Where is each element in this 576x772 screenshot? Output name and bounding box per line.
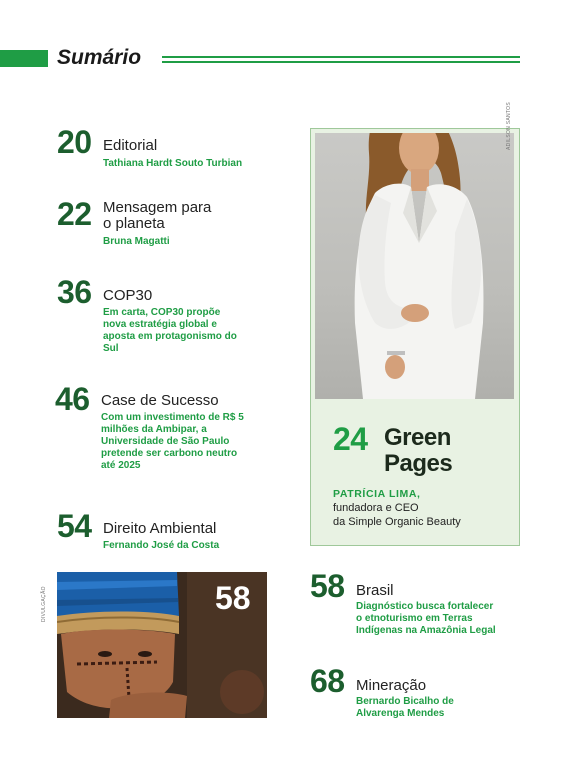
page-number: 46 <box>55 381 90 417</box>
header-rule-top <box>162 56 520 58</box>
toc-entry-mensagem[interactable] <box>57 196 297 252</box>
feature-person-role-line2: da Simple Organic Beauty <box>333 516 461 528</box>
feature-person-name: PATRÍCIA LIMA, <box>333 488 421 500</box>
photo2-credit: DIVULGAÇÃO <box>41 586 47 622</box>
toc-entry-direito-ambiental[interactable] <box>57 510 297 556</box>
header-rule-bottom <box>162 61 520 63</box>
page-title: Sumário <box>57 46 142 69</box>
section-description: Bruna Magatti <box>103 236 170 247</box>
feature-photo <box>315 133 514 399</box>
feature-person-role-line1: fundadora e CEO <box>333 502 419 514</box>
page-number: 58 <box>310 568 345 604</box>
section-description: Em carta, COP30 propõe nova estratégia global e aposta em protagonismo do Sul <box>103 307 237 354</box>
feature-title-line1: Green <box>384 424 451 451</box>
toc-entry-editorial[interactable] <box>57 126 297 174</box>
toc-entry-cop30[interactable] <box>57 276 297 356</box>
section-description: Com um investimento de R$ 5 milhões da Ambipar, a Universidade de São Paulo pretende ser carbono neutro até 2025 <box>101 412 244 471</box>
section-description: Fernando José da Costa <box>103 540 220 551</box>
section-title: Case de Sucesso <box>101 392 219 409</box>
indigenous-photo[interactable] <box>57 572 267 718</box>
feature-photo-credit: ADILSON SANTOS <box>506 101 512 150</box>
woman-portrait-illustration <box>315 133 514 399</box>
header-accent-bar <box>0 50 48 67</box>
feature-page-number: 24 <box>333 421 368 457</box>
page-number: 20 <box>57 124 92 160</box>
page-number: 22 <box>57 196 92 232</box>
toc-entry-case-de-sucesso[interactable] <box>55 383 295 483</box>
page-number: 36 <box>57 274 92 310</box>
section-description: Tathiana Hardt Souto Turbian <box>103 158 243 169</box>
section-title: Brasil <box>356 582 394 599</box>
section-title: Mineração <box>356 677 427 694</box>
toc-entry-mineracao[interactable] <box>310 665 530 725</box>
page-number: 68 <box>310 663 345 699</box>
section-title: Direito Ambiental <box>103 520 217 537</box>
section-description: Bernardo Bicalho de Alvarenga Mendes <box>356 696 454 719</box>
section-title: Mensagem para o planeta <box>103 199 212 232</box>
feature-panel-green-pages[interactable] <box>310 128 520 546</box>
section-title: COP30 <box>103 287 153 304</box>
page-number: 54 <box>57 508 92 544</box>
section-description: Diagnóstico busca fortalecer o etnoturismo em Terras Indígenas na Amazônia Legal <box>356 601 496 636</box>
toc-entry-brasil[interactable] <box>310 570 530 650</box>
photo2-badge-number: 58 <box>215 580 251 616</box>
feature-title-line2: Pages <box>384 450 453 477</box>
section-title: Editorial <box>103 137 158 154</box>
